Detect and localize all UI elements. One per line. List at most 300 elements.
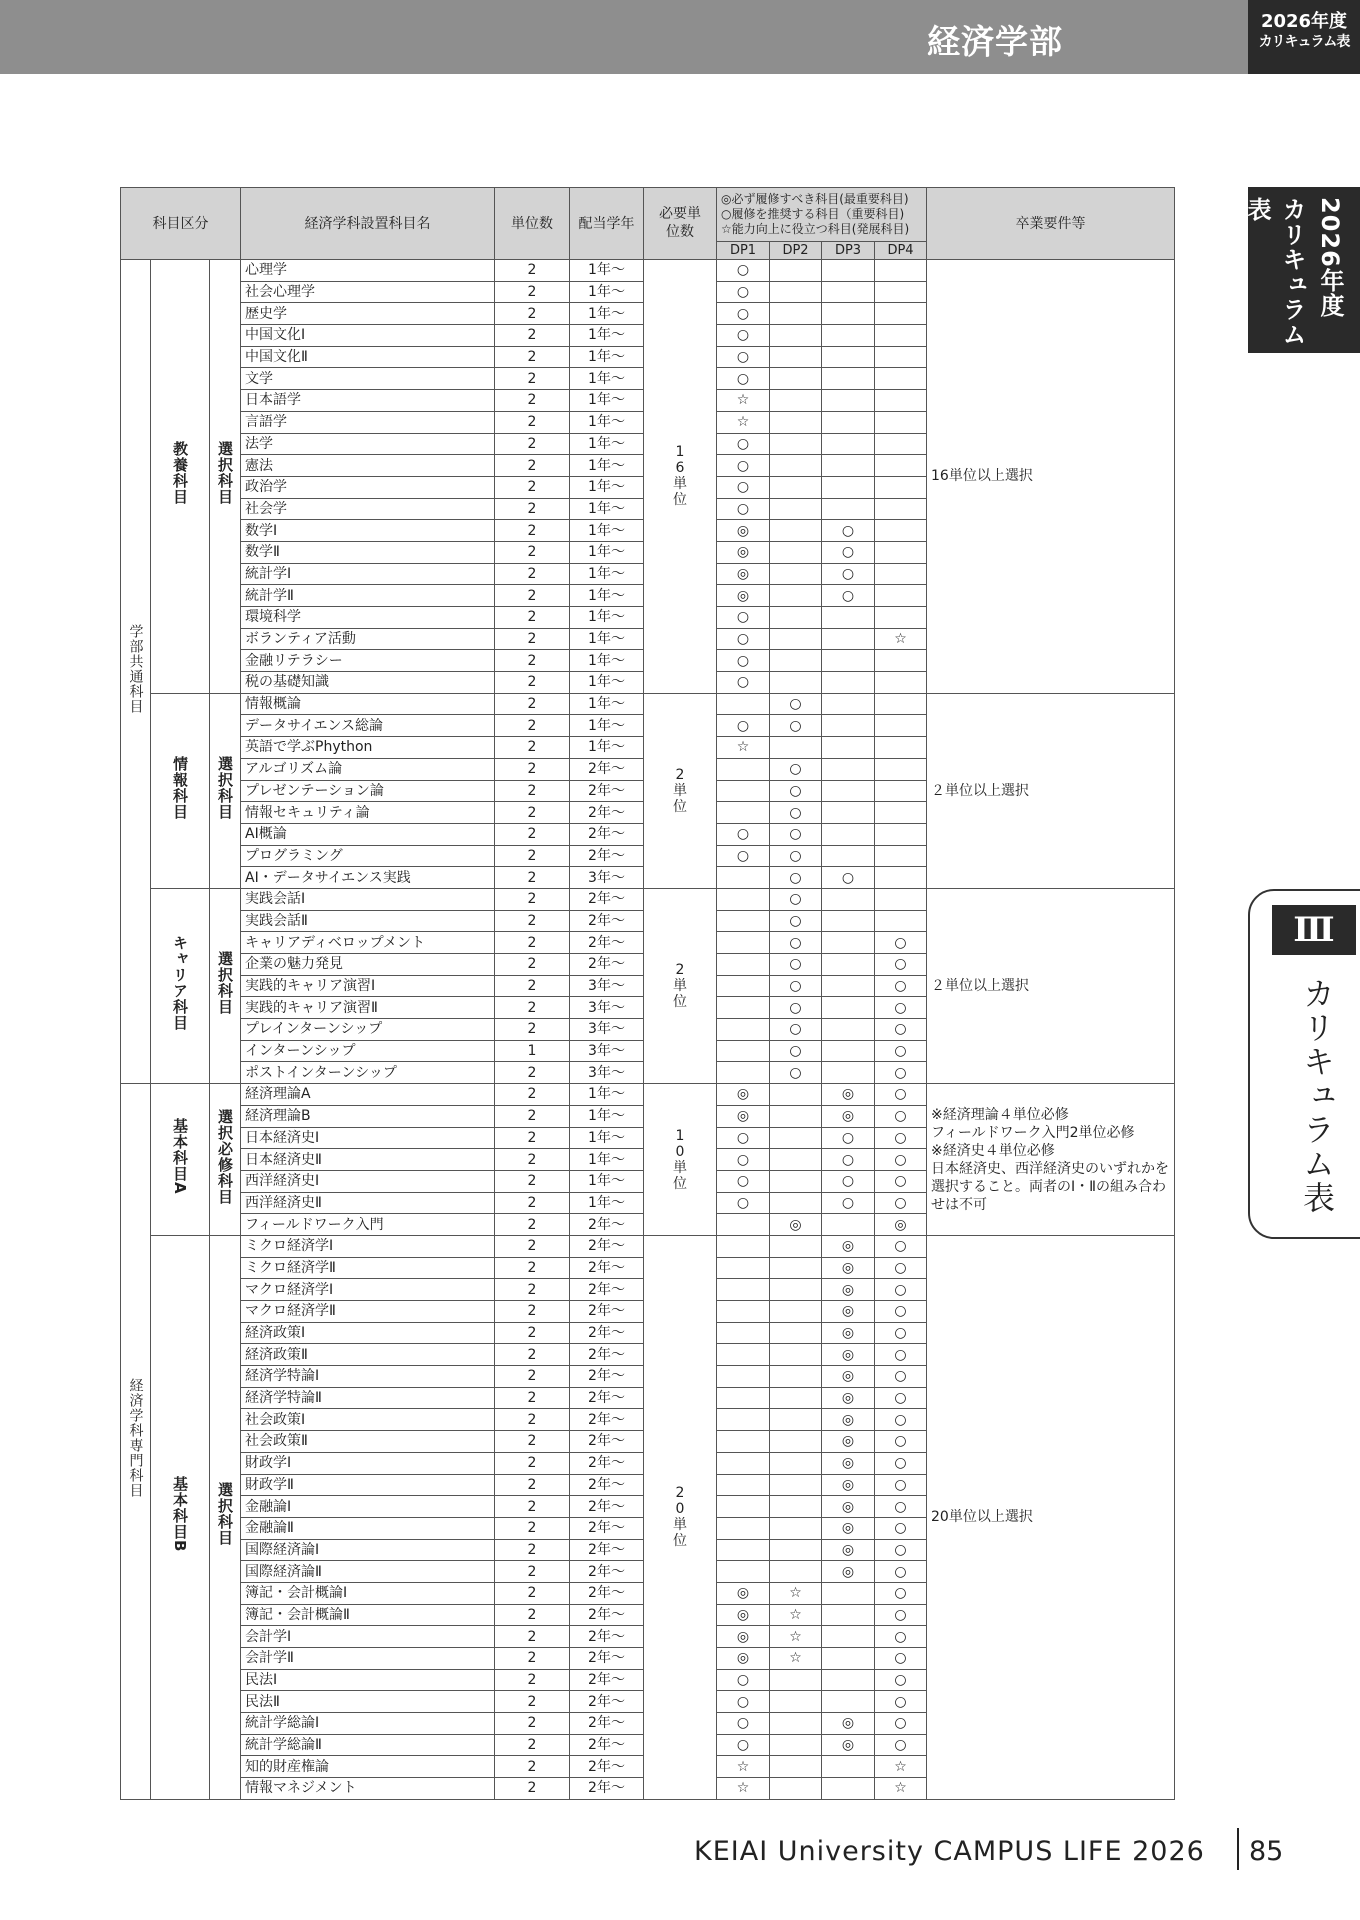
group-type bbox=[210, 1235, 241, 1799]
dp4-mark: ☆ bbox=[875, 1778, 927, 1800]
dp2-mark: ○ bbox=[770, 693, 822, 715]
subject-name: 実践的キャリア演習Ⅱ bbox=[241, 997, 495, 1019]
dp1-mark: ○ bbox=[717, 628, 770, 650]
dp1-mark: ◎ bbox=[717, 1648, 770, 1670]
subject-name: 知的財産権論 bbox=[241, 1756, 495, 1778]
credits: 2 bbox=[495, 975, 570, 997]
year: 3年〜 bbox=[570, 1040, 644, 1062]
subject-name: 環境科学 bbox=[241, 607, 495, 629]
year: 2年〜 bbox=[570, 780, 644, 802]
dp2-mark: ○ bbox=[770, 823, 822, 845]
dp3-mark: ◎ bbox=[822, 1517, 875, 1539]
dp3-mark bbox=[822, 715, 875, 737]
year-label: 2026年度 bbox=[1260, 11, 1348, 32]
dp4-mark: ○ bbox=[875, 975, 927, 997]
dp1-mark bbox=[717, 1040, 770, 1062]
dp3-mark: ◎ bbox=[822, 1539, 875, 1561]
credits: 2 bbox=[495, 1214, 570, 1236]
dp4-mark bbox=[875, 607, 927, 629]
dp1-mark: ○ bbox=[717, 607, 770, 629]
footer-divider bbox=[1237, 1828, 1239, 1870]
subject-name: 金融リテラシー bbox=[241, 650, 495, 672]
dp3-mark: ◎ bbox=[822, 1474, 875, 1496]
dp1-mark bbox=[717, 932, 770, 954]
subject-name: データサイエンス総論 bbox=[241, 715, 495, 737]
year: 1年〜 bbox=[570, 1127, 644, 1149]
dp2-mark: ○ bbox=[770, 932, 822, 954]
year: 2年〜 bbox=[570, 954, 644, 976]
subject-name: AI・データサイエンス実践 bbox=[241, 867, 495, 889]
dp2-mark bbox=[770, 1279, 822, 1301]
dp1-mark: ○ bbox=[717, 715, 770, 737]
year: 1年〜 bbox=[570, 476, 644, 498]
dp3-mark bbox=[822, 368, 875, 390]
year: 1年〜 bbox=[570, 563, 644, 585]
year: 1年〜 bbox=[570, 455, 644, 477]
dp3-mark bbox=[822, 693, 875, 715]
table-body bbox=[121, 260, 1175, 1800]
dp4-mark: ○ bbox=[875, 1322, 927, 1344]
dp2-mark: ○ bbox=[770, 997, 822, 1019]
group-type bbox=[210, 1084, 241, 1236]
credits: 2 bbox=[495, 1604, 570, 1626]
dp1-mark bbox=[717, 1322, 770, 1344]
dp1-mark bbox=[717, 1409, 770, 1431]
dp4-mark: ☆ bbox=[875, 628, 927, 650]
grad-requirement-text: ※経済理論４単位必修 フィールドワーク入門2単位必修 ※経済史４単位必修 日本経済史、西洋経済史のいずれかを選択すること。両者のⅠ・Ⅱの組み合わせは不可 bbox=[931, 1106, 1169, 1213]
dp1-mark: ○ bbox=[717, 346, 770, 368]
credits: 2 bbox=[495, 1279, 570, 1301]
credits: 2 bbox=[495, 1062, 570, 1084]
credits: 2 bbox=[495, 563, 570, 585]
grad-requirement-text: 20単位以上選択 bbox=[931, 1509, 1033, 1526]
year: 2年〜 bbox=[570, 1713, 644, 1735]
dp2-mark bbox=[770, 1322, 822, 1344]
dp1-mark bbox=[717, 1366, 770, 1388]
subject-name: 言語学 bbox=[241, 411, 495, 433]
year: 1年〜 bbox=[570, 390, 644, 412]
credits: 2 bbox=[495, 1170, 570, 1192]
credits: 2 bbox=[495, 1691, 570, 1713]
dp3-mark bbox=[822, 845, 875, 867]
subject-name: 経済学特論Ⅰ bbox=[241, 1366, 495, 1388]
credits: 2 bbox=[495, 1431, 570, 1453]
dp2-mark bbox=[770, 303, 822, 325]
page-number: 85 bbox=[1249, 1836, 1284, 1867]
dp1-mark: ○ bbox=[717, 1669, 770, 1691]
group-type bbox=[210, 260, 241, 694]
dp2-mark bbox=[770, 1517, 822, 1539]
credits: 2 bbox=[495, 1344, 570, 1366]
subject-name: AI概論 bbox=[241, 823, 495, 845]
dp2-mark bbox=[770, 368, 822, 390]
dp2-mark bbox=[770, 411, 822, 433]
subject-name: 簿記・会計概論Ⅰ bbox=[241, 1582, 495, 1604]
dp1-mark bbox=[717, 1474, 770, 1496]
subject-name: ミクロ経済学Ⅰ bbox=[241, 1235, 495, 1257]
dp1-mark: ◎ bbox=[717, 585, 770, 607]
credits: 2 bbox=[495, 1301, 570, 1323]
year: 2年〜 bbox=[570, 1756, 644, 1778]
grad-requirement-text: ２単位以上選択 bbox=[931, 782, 1029, 799]
dp1-mark bbox=[717, 758, 770, 780]
footer-text: KEIAI University CAMPUS LIFE 2026 bbox=[694, 1836, 1205, 1867]
header-dp1: DP1 bbox=[717, 242, 770, 260]
dp4-mark bbox=[875, 303, 927, 325]
dp1-mark bbox=[717, 954, 770, 976]
dp4-mark bbox=[875, 281, 927, 303]
dp1-mark bbox=[717, 1561, 770, 1583]
dp1-mark bbox=[717, 1062, 770, 1084]
dp4-mark bbox=[875, 672, 927, 694]
dp1-mark: ◎ bbox=[717, 1604, 770, 1626]
subject-name: 社会心理学 bbox=[241, 281, 495, 303]
year: 2年〜 bbox=[570, 1582, 644, 1604]
credits: 2 bbox=[495, 1235, 570, 1257]
credits: 2 bbox=[495, 541, 570, 563]
subject-name: 税の基礎知識 bbox=[241, 672, 495, 694]
dp3-mark bbox=[822, 672, 875, 694]
dp2-mark bbox=[770, 1691, 822, 1713]
year: 1年〜 bbox=[570, 1149, 644, 1171]
subject-name: 経済学特論Ⅱ bbox=[241, 1387, 495, 1409]
subject-name: 実践会話Ⅱ bbox=[241, 910, 495, 932]
required-units bbox=[644, 1084, 717, 1236]
dp4-mark bbox=[875, 498, 927, 520]
subject-name: 歴史学 bbox=[241, 303, 495, 325]
dp3-mark bbox=[822, 1604, 875, 1626]
header-year: 配当学年 bbox=[570, 188, 644, 260]
credits: 2 bbox=[495, 867, 570, 889]
year: 2年〜 bbox=[570, 1279, 644, 1301]
dp1-mark bbox=[717, 888, 770, 910]
dp1-mark bbox=[717, 1279, 770, 1301]
dp3-mark: ○ bbox=[822, 1149, 875, 1171]
chapter-tab bbox=[1248, 889, 1360, 1239]
dp1-mark bbox=[717, 975, 770, 997]
dp3-mark: ◎ bbox=[822, 1409, 875, 1431]
year: 2年〜 bbox=[570, 1604, 644, 1626]
credits: 2 bbox=[495, 737, 570, 759]
year: 2年〜 bbox=[570, 1387, 644, 1409]
dp4-mark: ○ bbox=[875, 1019, 927, 1041]
subject-name: 企業の魅力発見 bbox=[241, 954, 495, 976]
dp1-mark bbox=[717, 1431, 770, 1453]
dp3-mark bbox=[822, 346, 875, 368]
year: 1年〜 bbox=[570, 693, 644, 715]
grad-requirement-text: ２単位以上選択 bbox=[931, 978, 1029, 995]
dp4-mark bbox=[875, 476, 927, 498]
required-units-text: 16単位 bbox=[673, 444, 687, 509]
dp1-mark: ○ bbox=[717, 845, 770, 867]
credits: 1 bbox=[495, 1040, 570, 1062]
credits: 2 bbox=[495, 520, 570, 542]
dp3-mark bbox=[822, 1040, 875, 1062]
credits: 2 bbox=[495, 433, 570, 455]
dp1-mark bbox=[717, 1452, 770, 1474]
dp1-mark: ○ bbox=[717, 1734, 770, 1756]
grad-requirement bbox=[927, 260, 1175, 694]
year-subtitle: カリキュラム表 bbox=[1258, 34, 1350, 50]
credits: 2 bbox=[495, 1019, 570, 1041]
year: 1年〜 bbox=[570, 520, 644, 542]
dp2-mark bbox=[770, 737, 822, 759]
dp3-mark: ○ bbox=[822, 1192, 875, 1214]
dp4-mark: ○ bbox=[875, 1431, 927, 1453]
dp1-mark bbox=[717, 1214, 770, 1236]
dp2-mark: ○ bbox=[770, 845, 822, 867]
dp3-mark: ◎ bbox=[822, 1431, 875, 1453]
dp2-mark: ◎ bbox=[770, 1214, 822, 1236]
dp3-mark bbox=[822, 910, 875, 932]
credits: 2 bbox=[495, 910, 570, 932]
dp4-mark: ○ bbox=[875, 1409, 927, 1431]
subject-name: 実践会話Ⅰ bbox=[241, 888, 495, 910]
year: 1年〜 bbox=[570, 715, 644, 737]
header-grad-requirement: 卒業要件等 bbox=[927, 188, 1175, 260]
credits: 2 bbox=[495, 498, 570, 520]
credits: 2 bbox=[495, 1105, 570, 1127]
dp2-mark bbox=[770, 390, 822, 412]
credits: 2 bbox=[495, 954, 570, 976]
year: 2年〜 bbox=[570, 1691, 644, 1713]
dp1-mark: ○ bbox=[717, 260, 770, 282]
header-subject: 経済学科設置科目名 bbox=[241, 188, 495, 260]
credits: 2 bbox=[495, 368, 570, 390]
dp1-mark: ○ bbox=[717, 498, 770, 520]
subject-name: 中国文化Ⅱ bbox=[241, 346, 495, 368]
dp3-mark bbox=[822, 607, 875, 629]
subject-name: 民法Ⅰ bbox=[241, 1669, 495, 1691]
year: 3年〜 bbox=[570, 1019, 644, 1041]
dp3-mark: ○ bbox=[822, 1170, 875, 1192]
dp2-mark bbox=[770, 1669, 822, 1691]
subject-name: マクロ経済学Ⅱ bbox=[241, 1301, 495, 1323]
required-units bbox=[644, 1235, 717, 1799]
credits: 2 bbox=[495, 1539, 570, 1561]
credits: 2 bbox=[495, 823, 570, 845]
dp1-mark bbox=[717, 910, 770, 932]
dp2-mark: ○ bbox=[770, 758, 822, 780]
dp1-mark: ◎ bbox=[717, 1084, 770, 1106]
dp1-mark: ○ bbox=[717, 650, 770, 672]
dp3-mark: ○ bbox=[822, 520, 875, 542]
dp3-mark bbox=[822, 650, 875, 672]
chapter-number: Ⅲ bbox=[1272, 905, 1356, 955]
dp1-mark: ○ bbox=[717, 1170, 770, 1192]
dp4-mark: ☆ bbox=[875, 1756, 927, 1778]
side-tab-line2: カリキュラム表 bbox=[1243, 197, 1306, 347]
credits: 2 bbox=[495, 1756, 570, 1778]
dp4-mark bbox=[875, 390, 927, 412]
year: 2年〜 bbox=[570, 802, 644, 824]
dp3-mark bbox=[822, 1214, 875, 1236]
year: 3年〜 bbox=[570, 975, 644, 997]
dp1-mark: ○ bbox=[717, 672, 770, 694]
dp4-mark bbox=[875, 346, 927, 368]
dp2-mark: ○ bbox=[770, 867, 822, 889]
subject-name: 経済政策Ⅰ bbox=[241, 1322, 495, 1344]
required-units bbox=[644, 888, 717, 1083]
dp4-mark: ○ bbox=[875, 1474, 927, 1496]
dp1-mark: ◎ bbox=[717, 1582, 770, 1604]
side-year-tab bbox=[1243, 187, 1360, 353]
dp3-mark bbox=[822, 1582, 875, 1604]
credits: 2 bbox=[495, 346, 570, 368]
credits: 2 bbox=[495, 390, 570, 412]
subject-name: 英語で学ぶPhython bbox=[241, 737, 495, 759]
dp4-mark: ○ bbox=[875, 1192, 927, 1214]
dp2-mark: ○ bbox=[770, 1040, 822, 1062]
dp1-mark: ○ bbox=[717, 455, 770, 477]
year: 1年〜 bbox=[570, 607, 644, 629]
subject-name: 日本語学 bbox=[241, 390, 495, 412]
credits: 2 bbox=[495, 802, 570, 824]
dp2-mark: ○ bbox=[770, 1062, 822, 1084]
group-name-text: 情報科目 bbox=[171, 755, 189, 820]
credits: 2 bbox=[495, 281, 570, 303]
subject-name: 金融論Ⅰ bbox=[241, 1496, 495, 1518]
table-row bbox=[121, 1235, 1175, 1257]
dp2-mark bbox=[770, 563, 822, 585]
dp3-mark bbox=[822, 1062, 875, 1084]
dp4-mark bbox=[875, 780, 927, 802]
dp1-mark: ○ bbox=[717, 1691, 770, 1713]
year: 2年〜 bbox=[570, 758, 644, 780]
dp2-mark bbox=[770, 628, 822, 650]
dp1-mark bbox=[717, 693, 770, 715]
section-label bbox=[121, 260, 151, 1084]
required-units-text: 2単位 bbox=[673, 962, 687, 1011]
dp3-mark: ◎ bbox=[822, 1452, 875, 1474]
dp2-mark: ○ bbox=[770, 1019, 822, 1041]
credits: 2 bbox=[495, 758, 570, 780]
dp3-mark: ◎ bbox=[822, 1387, 875, 1409]
dp1-mark: ○ bbox=[717, 1713, 770, 1735]
group-name-text: 基本科目A bbox=[171, 1118, 189, 1195]
subject-name: 数学Ⅰ bbox=[241, 520, 495, 542]
dp2-mark bbox=[770, 433, 822, 455]
dp2-mark bbox=[770, 498, 822, 520]
dp4-mark bbox=[875, 910, 927, 932]
dp4-mark bbox=[875, 693, 927, 715]
dp4-mark: ○ bbox=[875, 1734, 927, 1756]
dp4-mark: ○ bbox=[875, 1582, 927, 1604]
subject-name: 統計学総論Ⅰ bbox=[241, 1713, 495, 1735]
dp4-mark: ○ bbox=[875, 1235, 927, 1257]
dp4-mark bbox=[875, 650, 927, 672]
group-type bbox=[210, 888, 241, 1083]
dp3-mark bbox=[822, 411, 875, 433]
dp2-mark bbox=[770, 1192, 822, 1214]
dp3-mark: ◎ bbox=[822, 1496, 875, 1518]
credits: 2 bbox=[495, 1387, 570, 1409]
dp2-mark bbox=[770, 1235, 822, 1257]
dp1-mark bbox=[717, 1019, 770, 1041]
group-name-text: キャリア科目 bbox=[171, 935, 189, 1032]
year: 2年〜 bbox=[570, 1257, 644, 1279]
credits: 2 bbox=[495, 325, 570, 347]
dp3-mark: ◎ bbox=[822, 1301, 875, 1323]
subject-name: インターンシップ bbox=[241, 1040, 495, 1062]
group-name bbox=[151, 888, 210, 1083]
subject-name: 政治学 bbox=[241, 476, 495, 498]
dp4-mark: ○ bbox=[875, 1517, 927, 1539]
curriculum-table bbox=[120, 187, 1175, 1800]
required-units-text: 10単位 bbox=[673, 1127, 687, 1192]
dp1-mark: ○ bbox=[717, 1192, 770, 1214]
subject-name: 経済政策Ⅱ bbox=[241, 1344, 495, 1366]
dp3-mark bbox=[822, 628, 875, 650]
chapter-label: カリキュラム表 bbox=[1298, 977, 1336, 1215]
year: 1年〜 bbox=[570, 1084, 644, 1106]
required-units-text: 2単位 bbox=[673, 766, 687, 815]
header-dp3: DP3 bbox=[822, 242, 875, 260]
year: 2年〜 bbox=[570, 910, 644, 932]
year: 2年〜 bbox=[570, 845, 644, 867]
dp4-mark: ○ bbox=[875, 1366, 927, 1388]
dp4-mark: ○ bbox=[875, 1257, 927, 1279]
department-title: 経済学部 bbox=[927, 22, 1063, 61]
year: 1年〜 bbox=[570, 303, 644, 325]
dp4-mark: ○ bbox=[875, 1149, 927, 1171]
dp3-mark bbox=[822, 1669, 875, 1691]
required-units bbox=[644, 260, 717, 694]
dp4-mark bbox=[875, 823, 927, 845]
dp3-mark: ○ bbox=[822, 541, 875, 563]
dp1-mark: ◎ bbox=[717, 1105, 770, 1127]
subject-name: 情報セキュリティ論 bbox=[241, 802, 495, 824]
year: 2年〜 bbox=[570, 1517, 644, 1539]
subject-name: ボランティア活動 bbox=[241, 628, 495, 650]
subject-name: マクロ経済学Ⅰ bbox=[241, 1279, 495, 1301]
dp3-mark bbox=[822, 954, 875, 976]
year: 2年〜 bbox=[570, 1778, 644, 1800]
subject-name: 金融論Ⅱ bbox=[241, 1517, 495, 1539]
side-tab-line1: 2026年度 bbox=[1316, 197, 1344, 318]
year: 1年〜 bbox=[570, 585, 644, 607]
credits: 2 bbox=[495, 1322, 570, 1344]
dp2-mark: ○ bbox=[770, 954, 822, 976]
dp3-mark bbox=[822, 281, 875, 303]
dp4-mark bbox=[875, 433, 927, 455]
dp4-mark bbox=[875, 368, 927, 390]
dp4-mark: ○ bbox=[875, 954, 927, 976]
year: 2年〜 bbox=[570, 1452, 644, 1474]
dp2-mark: ○ bbox=[770, 780, 822, 802]
dp2-mark bbox=[770, 476, 822, 498]
dp2-mark bbox=[770, 1127, 822, 1149]
credits: 2 bbox=[495, 1626, 570, 1648]
subject-name: 民法Ⅱ bbox=[241, 1691, 495, 1713]
dp2-mark bbox=[770, 1778, 822, 1800]
subject-name: 会計学Ⅱ bbox=[241, 1648, 495, 1670]
dp1-mark bbox=[717, 1257, 770, 1279]
credits: 2 bbox=[495, 650, 570, 672]
year: 2年〜 bbox=[570, 1496, 644, 1518]
group-type-text: 選択科目 bbox=[216, 1482, 234, 1547]
credits: 2 bbox=[495, 628, 570, 650]
year: 1年〜 bbox=[570, 498, 644, 520]
subject-name: 経済理論A bbox=[241, 1084, 495, 1106]
year: 2年〜 bbox=[570, 1734, 644, 1756]
credits: 2 bbox=[495, 1778, 570, 1800]
dp4-mark: ○ bbox=[875, 1604, 927, 1626]
group-name bbox=[151, 1235, 210, 1799]
dp3-mark bbox=[822, 455, 875, 477]
subject-name: アルゴリズム論 bbox=[241, 758, 495, 780]
table-row bbox=[121, 260, 1175, 282]
